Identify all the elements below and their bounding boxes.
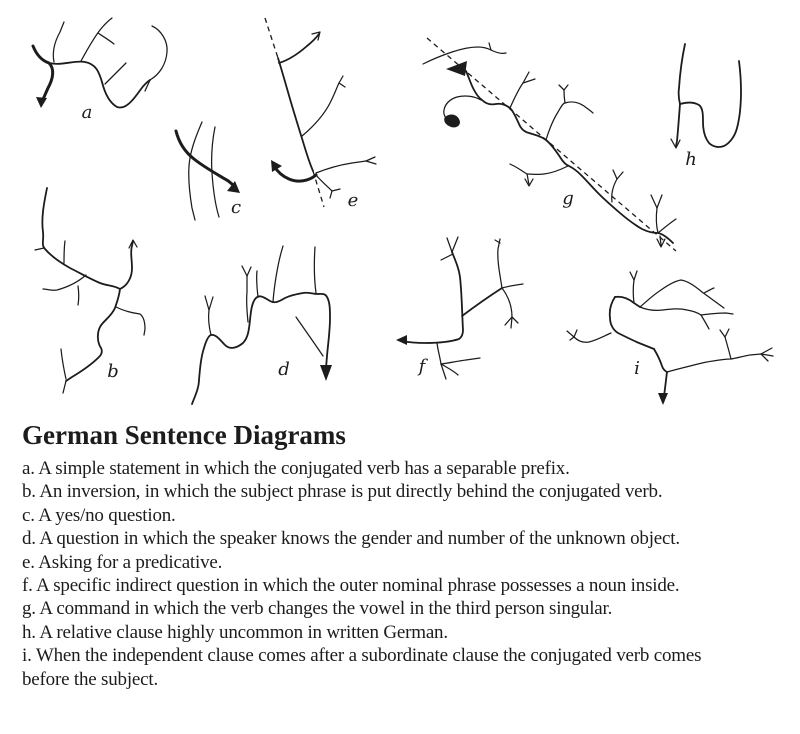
stroke [366,161,376,164]
diagram-c [176,122,241,220]
stroke [651,195,657,208]
stroke [332,189,340,191]
arrowhead [396,335,407,345]
stroke [491,50,506,53]
stroke [701,313,733,315]
stroke [209,297,213,310]
diagram-label-g: g [562,188,574,209]
stroke [761,348,772,354]
diagram-i [567,271,773,405]
stroke [35,248,44,250]
caption-line-c: c. A yes/no question. [22,504,176,526]
caption-line-g: g. A command in which the verb changes the vowel in the third person singular. [22,598,613,620]
stroke [257,271,258,297]
stroke [42,188,120,289]
solid-hook [444,115,460,128]
stroke [330,191,332,198]
stroke [725,337,731,359]
diagram-label-c: c [230,197,242,218]
stroke [64,241,65,263]
stroke [564,90,565,103]
stroke [279,34,319,63]
stroke [640,280,724,308]
stroke [296,317,323,356]
stroke [247,267,251,276]
stroke [510,83,523,108]
arrowhead [320,365,332,381]
diagram-label-d: d [278,359,290,380]
stroke [242,266,247,276]
diagram-b [35,188,145,393]
stroke [615,297,640,307]
arrowhead [671,139,680,148]
stroke [98,33,114,44]
stroke [150,26,167,80]
stroke [704,288,714,293]
stroke [527,166,568,174]
arrowhead [658,393,668,405]
stroke [302,83,339,136]
stroke [120,241,133,289]
stroke [559,85,564,90]
stroke [565,102,593,113]
stroke [701,315,709,329]
caption-block [22,419,792,691]
stroke [192,293,330,404]
stroke [339,83,345,87]
caption-line-d: d. A question in which the speaker knows the gender and number of the unknown object. [22,528,680,550]
stroke [630,272,634,280]
stroke [564,85,568,90]
caption-line-h: h. A relative clause highly uncommon in written German. [22,621,448,643]
stroke [680,61,741,147]
dashed-line [265,18,278,58]
stroke [466,71,673,243]
stroke [502,284,523,288]
stroke [105,63,126,84]
stroke [633,280,634,303]
diagram-e [265,18,376,211]
stroke [247,276,248,322]
stroke [316,161,366,173]
stroke [546,103,565,140]
caption-line-i-continued: before the subject. [22,668,159,690]
diagram-label-e: e [347,190,359,211]
arrowhead [36,97,47,108]
stroke [205,296,209,310]
stroke [189,122,202,220]
stroke [452,237,458,252]
stroke [574,330,577,337]
stroke [667,354,761,372]
diagram-g [423,38,676,251]
stroke [462,288,502,316]
stroke [61,349,66,379]
caption-line-i: i. When the independent clause comes after a subordinate clause the conjugated verb comes [22,645,702,667]
stroke [423,47,491,64]
thick-arrow [33,46,53,102]
stroke [617,172,623,179]
stroke [498,239,502,288]
caption-line-f: f. A specific indirect question in which the outer nominal phrase possesses a noun inside. [22,575,680,597]
stroke [78,286,79,305]
stroke [725,329,729,337]
caption-line-b: b. An inversion, in which the subject phrase is put directly behind the conjugated verb. [22,481,663,503]
stroke [441,254,453,260]
thick-arrow [274,166,316,181]
thick-arrow [176,131,234,186]
stroke [510,164,527,174]
stroke [441,358,480,364]
caption-line-e: e. Asking for a predicative. [22,551,223,573]
stroke [676,44,685,146]
stroke [49,62,150,108]
stroke [209,310,211,335]
diagram-a [33,18,167,123]
stroke [634,271,637,280]
stroke [116,307,145,335]
stroke [43,275,86,290]
stroke [447,238,452,252]
diagram-label-f: f [418,356,426,377]
stroke [570,337,574,340]
stroke [574,333,611,342]
stroke [53,22,64,62]
stroke [658,219,676,233]
stroke [640,307,701,315]
stroke [314,247,316,293]
caption-line-a: a. A simple statement in which the conjugated verb has a separable prefix. [22,458,570,479]
stroke [720,330,725,337]
stroke [613,170,617,179]
stroke [512,317,518,323]
stroke [273,246,283,302]
stroke [654,349,667,372]
diagram-label-a: a [81,102,93,123]
stroke [502,288,512,317]
page-title: German Sentence Diagrams [22,420,346,450]
stroke [657,195,662,208]
stroke [437,343,441,364]
stroke [610,297,654,349]
stroke [656,208,658,233]
stroke [567,331,574,337]
diagram-label-i: i [634,358,640,379]
diagram-label-b: b [107,361,119,382]
diagram-h [671,44,741,170]
stroke [278,58,313,171]
diagram-d [192,246,332,404]
diagram-label-h: h [685,149,697,170]
stroke [63,381,66,393]
stroke [366,157,375,161]
diagram-f [396,237,523,379]
stroke [401,252,463,343]
stroke [339,76,343,83]
